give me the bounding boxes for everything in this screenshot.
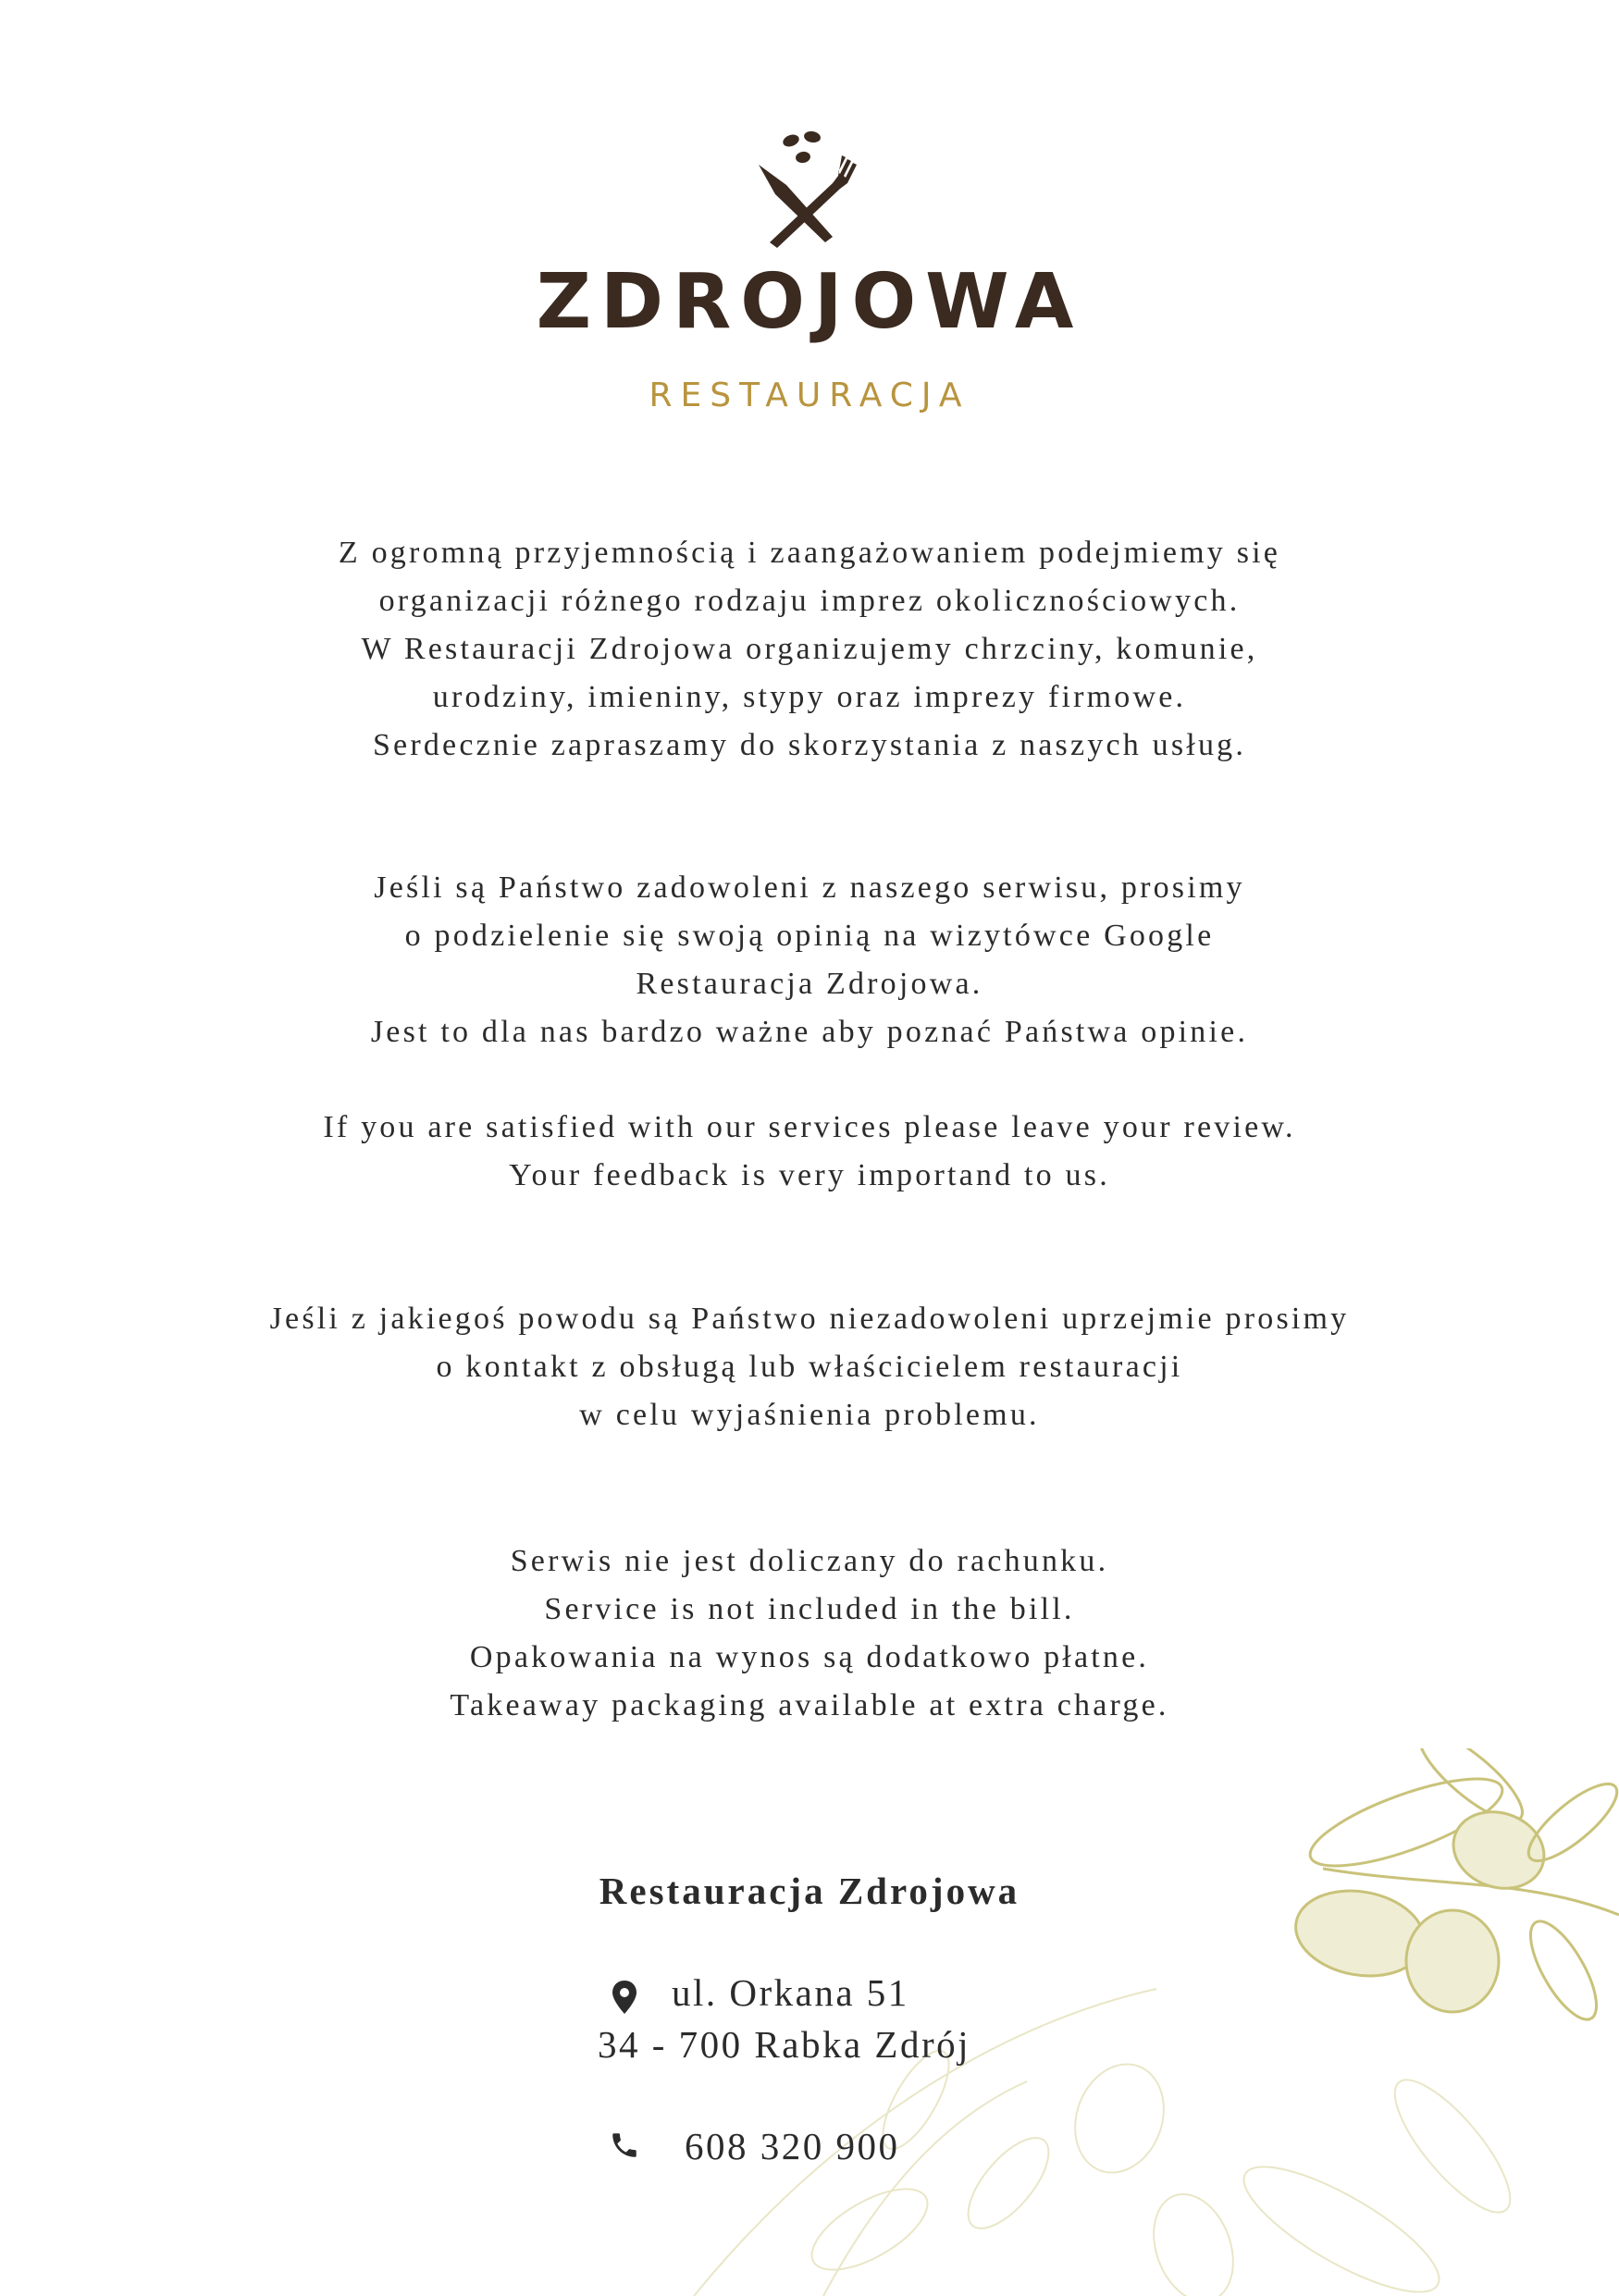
- intro-line: urodziny, imieniny, stypy oraz imprezy firmowe.: [432, 680, 1187, 714]
- brand-name: ZDROJOWA: [536, 258, 1083, 346]
- review-line: Jeśli są Państwo zadowoleni z naszego serwisu, prosimy: [374, 870, 1245, 905]
- review-line: o podzielenie się swoją opinią na wizytówce Google: [404, 919, 1215, 953]
- intro-line: W Restauracji Zdrojowa organizujemy chrzciny, komunie,: [361, 632, 1258, 666]
- complaint-line: o kontakt z obsługą lub właścicielem restauracji: [436, 1350, 1183, 1384]
- review-line: Jest to dla nas bardzo ważne aby poznać Państwa opinie.: [370, 1015, 1249, 1049]
- service-line: Takeaway packaging available at extra charge.: [450, 1688, 1169, 1722]
- contact-street: ul. Orkana 51: [672, 1971, 909, 2014]
- review-paragraph-en: [0, 1104, 1619, 1200]
- brand-subtitle: RESTAURACJA: [649, 376, 970, 414]
- contact-city: 34 - 700 Rabka Zdrój: [598, 2023, 970, 2066]
- intro-line: Z ogromną przyjemnością i zaangażowaniem podejmiemy się: [338, 536, 1281, 570]
- complaint-line: w celu wyjaśnienia problemu.: [579, 1398, 1040, 1432]
- review-line: Your feedback is very importand to us.: [509, 1158, 1110, 1192]
- contact-name: Restauracja Zdrojowa: [599, 1870, 1020, 1912]
- intro-line: Serdecznie zapraszamy do skorzystania z naszych usług.: [372, 728, 1247, 762]
- complaint-paragraph: [0, 1295, 1619, 1439]
- phone-icon: [609, 2129, 640, 2161]
- service-paragraph: [0, 1537, 1619, 1730]
- contact-phone[interactable]: 608 320 900: [685, 2125, 900, 2167]
- service-line: Serwis nie jest doliczany do rachunku.: [510, 1544, 1109, 1578]
- complaint-line: Jeśli z jakiegoś powodu są Państwo niezadowoleni uprzejmie prosimy: [269, 1302, 1350, 1336]
- review-line: Restauracja Zdrojowa.: [636, 967, 983, 1001]
- intro-line: organizacji różnego rodzaju imprez okolicznościowych.: [378, 584, 1241, 618]
- service-line: Opakowania na wynos są dodatkowo płatne.: [469, 1640, 1150, 1674]
- review-line: If you are satisfied with our services please leave your review.: [323, 1110, 1296, 1144]
- crossed-cutlery-logo-icon: [749, 130, 860, 250]
- review-paragraph-pl: [0, 864, 1619, 1056]
- map-pin-icon: [611, 1980, 638, 2015]
- service-line: Service is not included in the bill.: [544, 1592, 1075, 1626]
- intro-paragraph: [0, 529, 1619, 770]
